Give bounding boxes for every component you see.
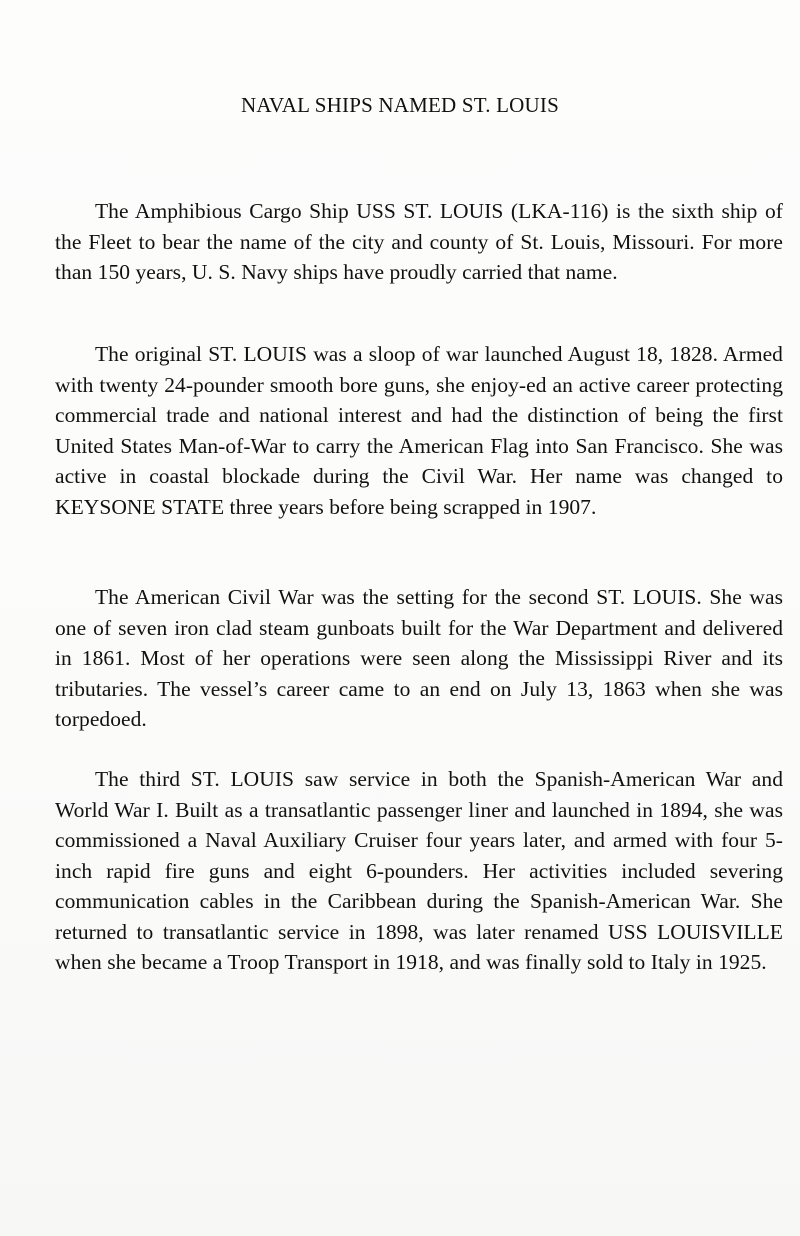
paragraph-lka-116 [55, 196, 783, 288]
paragraph-text: The third ST. LOUIS saw service in both the Spanish-American War and World War I. Built as a transatlantic passenger liner and launched in 1894, she was commissioned a Naval Auxiliary Cruiser four years later, and armed with four 5-inch rapid fire guns and eight 6-pounders. Her activities included severing communication cables in the Caribbean during the Spanish-American War. She returned to transatlantic service in 1898, was later renamed USS LOUISVILLE when she became a Troop Transport in 1918, and was finally sold to Italy in 1925. [55, 767, 783, 974]
paragraph-third-st-louis [55, 764, 783, 978]
paragraph-text: The original ST. LOUIS was a sloop of war launched August 18, 1828. Armed with twenty 24-pounder smooth bore guns, she enjoy-ed an active career protecting commercial trade and national interest and had the distinction of being the first United States Man-of-War to carry the American Flag into San Francisco. She was active in coastal blockade during the Civil War. Her name was changed to KEYSONE STATE three years before being scrapped in 1907. [55, 342, 783, 519]
paragraph-second-st-louis [55, 582, 783, 735]
paragraph-text: The Amphibious Cargo Ship USS ST. LOUIS (LKA-116) is the sixth ship of the Fleet to bear the name of the city and county of St. Louis, Missouri. For more than 150 years, U. S. Navy ships have proudly carried that name. [55, 199, 783, 284]
paragraph-text: The American Civil War was the setting for the second ST. LOUIS. She was one of seven iron clad steam gunboats built for the War Department and delivered in 1861. Most of her operations were seen along the Mississippi River and its tributaries. The vessel’s career came to an end on July 13, 1863 when she was torpedoed. [55, 585, 783, 731]
page-title: NAVAL SHIPS NAMED ST. LOUIS [241, 93, 559, 117]
paragraph-original-st-louis [55, 339, 783, 522]
